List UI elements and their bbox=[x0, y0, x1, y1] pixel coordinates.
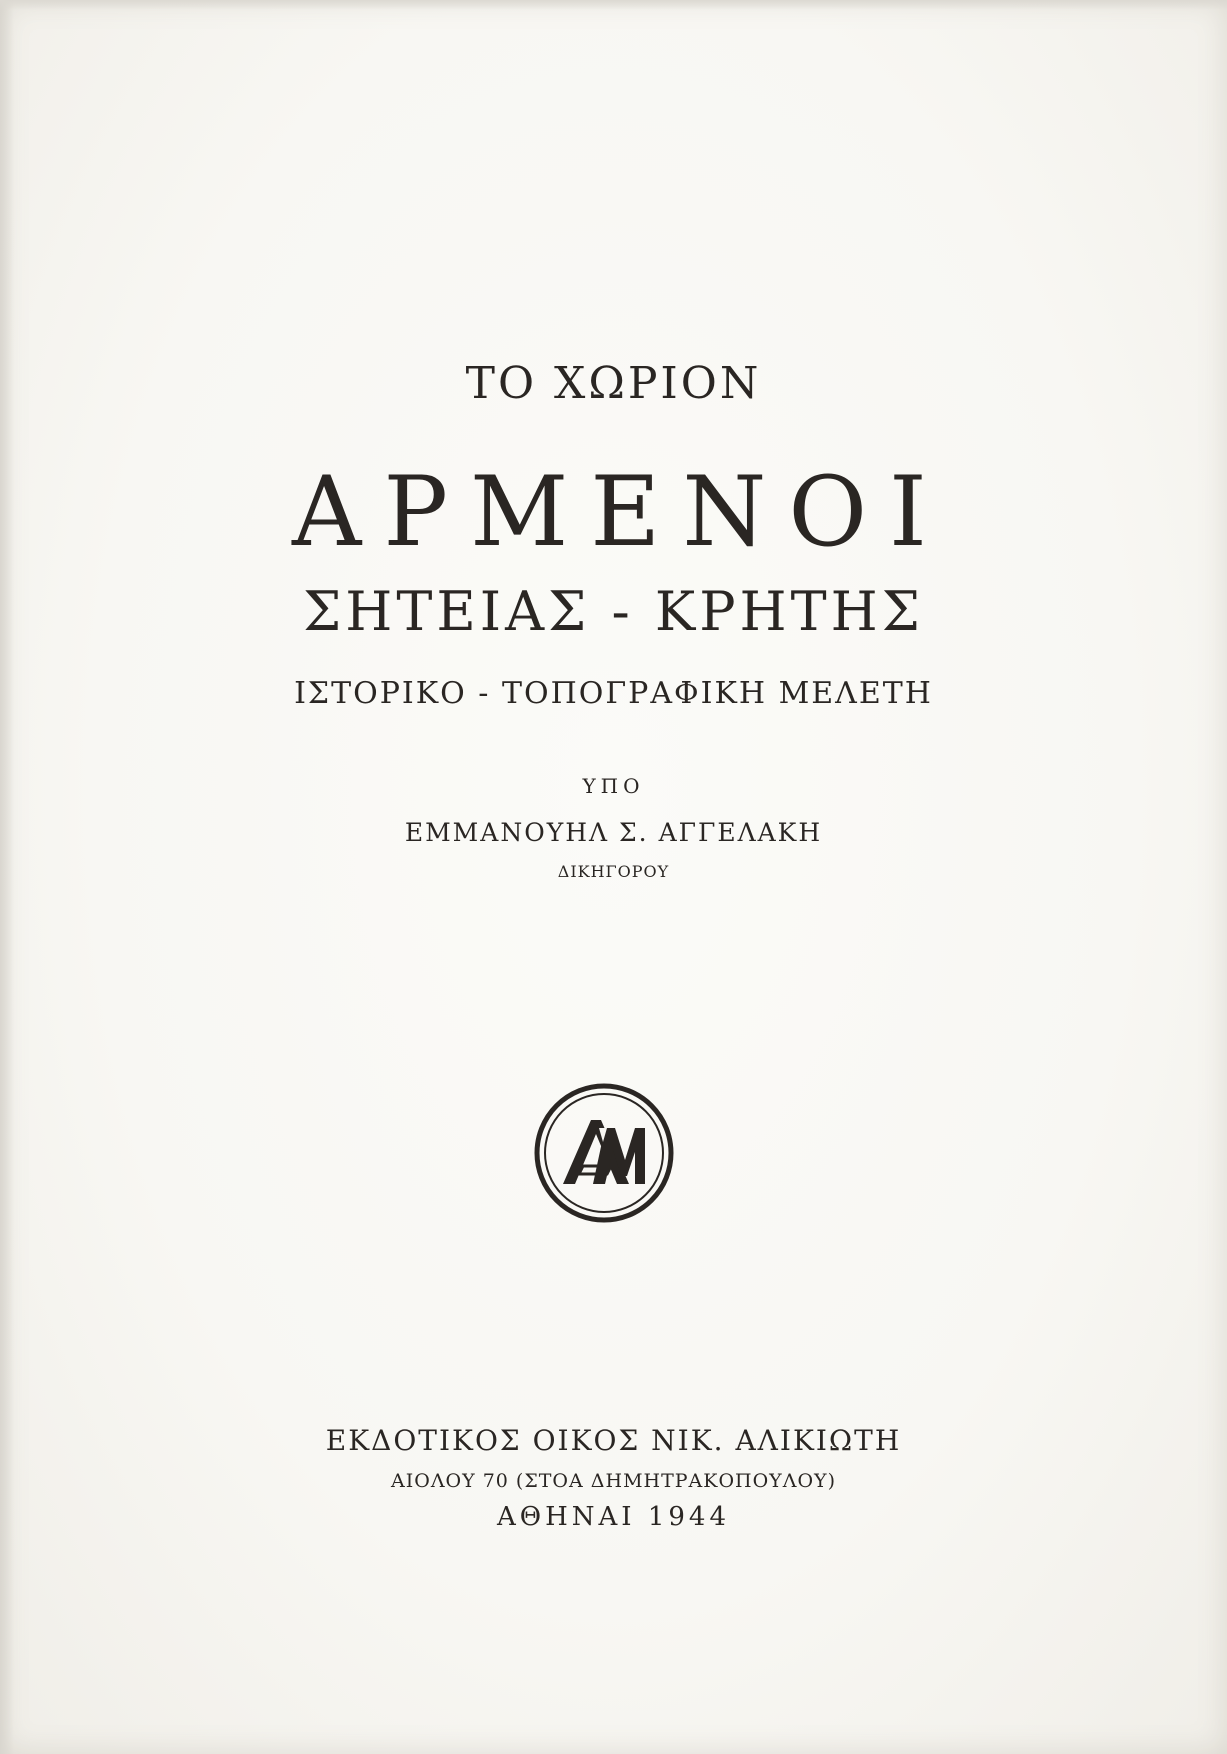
location-heading: ΣΗΤΕΙΑΣ - ΚΡΗΤΗΣ bbox=[303, 580, 924, 643]
book-title: ΑΡΜΕΝΟΙ bbox=[292, 456, 949, 568]
publisher-name: ΕΚΔΟΤΙΚΟΣ ΟΙΚΟΣ ΝΙΚ. ΑΛΙΚΙΩΤΗ bbox=[325, 1424, 902, 1457]
subtitle: ΙΣΤΟΡΙΚΟ - ΤΟΠΟΓΡΑΦΙΚΗ ΜΕΛΕΤΗ bbox=[294, 676, 933, 711]
paper-edge-shadow-top bbox=[0, 0, 1227, 10]
publisher-address: ΑΙΟΛΟΥ 70 (ΣΤΟΑ ΔΗΜΗΤΡΑΚΟΠΟΥΛΟΥ) bbox=[391, 1470, 836, 1492]
by-label: ΥΠΟ bbox=[582, 774, 645, 798]
author-name: ΕΜΜΑΝΟΥΗΛ Σ. ΑΓΓΕΛΑΚΗ bbox=[404, 818, 823, 847]
publisher-monogram-icon bbox=[533, 1082, 675, 1224]
publication-city-year: ΑΘΗΝΑΙ 1944 bbox=[497, 1502, 730, 1532]
author-profession: ΔΙΚΗΓΟΡΟΥ bbox=[557, 862, 670, 881]
pre-title: ΤΟ ΧΩΡΙΟΝ bbox=[465, 358, 762, 409]
